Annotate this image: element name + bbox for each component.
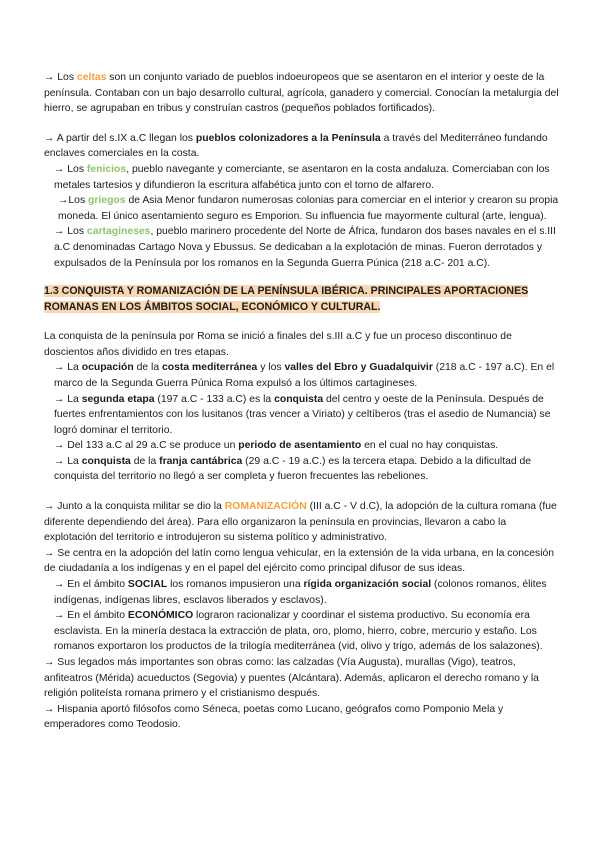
text-run: → Junto a la conquista militar se dio la xyxy=(44,501,225,513)
text-run: (29 a.C - 19 a.C.) es la tercera etapa. Debido a la dificultad de conquista del territorio no llegó a ser completa y fueron frecuentes las rebeliones. xyxy=(54,455,532,483)
text-run: de la xyxy=(130,455,160,467)
paragraph-social xyxy=(44,577,560,608)
text-run: → Los xyxy=(54,226,87,238)
paragraph-fenicios xyxy=(44,162,560,193)
text-run: a través del Mediterráneo fundando enclaves comerciales en la costa. xyxy=(44,132,548,160)
document-body xyxy=(44,70,560,733)
paragraph-segunda-etapa xyxy=(44,392,560,439)
text-run: (III a.C - V d.C), la adopción de la cultura romana (fue diferente dependiendo del área). Para ello organizaron la península en provincias, llevaron a cabo la explotación del territorio e introdujeron su sistema político y administrativo. xyxy=(44,501,557,544)
paragraph-conquista-intro: La conquista de la península por Roma se inició a finales del s.III a.C y fue un proceso discontinuo de doscientos años dividido en tres etapas. xyxy=(44,331,512,358)
bold-run: ECONÓMICO xyxy=(127,610,194,622)
bold-run: rígida organización social xyxy=(303,579,432,591)
text-run: → La xyxy=(54,455,82,467)
text-run: y los xyxy=(257,362,285,374)
text-run: →Los xyxy=(58,195,89,207)
paragraph-hispania: → Hispania aportó filósofos como Séneca, poetas como Lucano, geógrafos como Pomponio Mela y emperadores como Teodosio. xyxy=(44,703,504,731)
text-run: los romanos impusieron una xyxy=(167,579,304,591)
bold-run: costa mediterránea xyxy=(162,362,258,374)
text-run: → Del 133 a.C al 29 a.C se produce un xyxy=(54,440,239,452)
text-run: → A partir del s.IX a.C llegan los xyxy=(44,132,196,144)
text-run: , pueblo navegante y comerciante, se asentaron en la costa andaluza. Comerciaban con los metales tartesios y difundieron la escritura alfabética junto con el torno de alfarero. xyxy=(54,163,550,191)
paragraph-romanizacion xyxy=(44,499,560,546)
bold-run: periodo de asentamiento xyxy=(238,440,362,452)
paragraph-economico xyxy=(44,608,560,655)
text-run: , pueblo marinero procedente del Norte de África, fundaron dos bases navales en el s.III a.C denominadas Cartago Nova y Ebussus. Se dedicaban a la explotación de minas. Fueron derrotados y expulsados de la Península por los romanos en la Segunda Guerra Púnica (218 a.C- 201 a.C). xyxy=(54,226,556,269)
text-run: (colonos romanos, élites indígenas, indígenas libres, esclavos liberados y esclavos). xyxy=(54,579,547,606)
text-run: (197 a.C - 133 a.C) es la xyxy=(154,393,275,405)
paragraph-cantabrica xyxy=(44,454,560,485)
text-run: son un conjunto variado de pueblos indoeuropeos que se asentaron en el interior y oeste de la península. Contaban con un bajo desarrollo cultural, agrícola, ganadero y comercial. Conocían la metalurgia del hierro, se agrupaban en tribus y construían castros (pequeños poblados fortificados). xyxy=(44,72,559,115)
text-run: de Asia Menor fundaron numerosas colonias para comerciar en el interior y crearon su propia moneda. El único asentamiento seguro es Emporion. Su influencia fue mayormente cultural (arte, lengua). xyxy=(58,195,559,222)
term-romanizacion: ROMANIZACIÓN xyxy=(224,501,307,513)
term-griegos: griegos xyxy=(88,195,126,207)
bold-run: segunda etapa xyxy=(81,393,155,405)
term-cartagineses: cartagineses xyxy=(86,226,151,238)
bold-run: SOCIAL xyxy=(127,579,168,591)
section-heading-text: 1.3 CONQUISTA Y ROMANIZACIÓN DE LA PENÍNSULA IBÉRICA. PRINCIPALES APORTACIONES ROMANAS EN LOS ÁMBITOS SOCIAL, ECONÓMICO Y CULTURAL. xyxy=(44,285,529,314)
paragraph-celtas xyxy=(44,70,560,117)
text-run: del centro y oeste de la Península. Después de fuertes enfrentamientos con los lusitanos (tras vencer a Viriato) y celtíberos (tras el asedio de Numancia) se logró dominar el territorio. xyxy=(54,393,551,436)
paragraph-asentamiento xyxy=(44,438,560,454)
text-run: → La xyxy=(54,362,82,374)
term-celtas: celtas xyxy=(76,72,107,83)
paragraph-griegos xyxy=(44,193,560,224)
paragraph-colonizadores xyxy=(44,131,560,162)
text-run: → Los xyxy=(44,72,77,83)
bold-run: pueblos colonizadores a la Península xyxy=(195,132,381,144)
text-run: (218 a.C - 197 a.C). En el marco de la Segunda Guerra Púnica Roma expulsó a los últimos cartagineses. xyxy=(54,362,555,389)
text-run: en el cual no hay conquistas. xyxy=(361,440,499,452)
paragraph-latin: → Se centra en la adopción del latín como lengua vehicular, en la extensión de la vida urbana, en la concesión de ciudadanía a los indígenas y en el papel del ejército como principal difusor de sus ideas. xyxy=(44,547,555,575)
text-run: lograron racionalizar y coordinar el sistema productivo. Su economía era esclavista. En la minería destaca la extracción de plata, oro, plomo, hierro, cobre, mercurio y estaño. Los romanos exportaron los productos de la trilogía mediterránea (vid, olivo y trigo, además de los salazones). xyxy=(54,610,543,653)
paragraph-legados: → Sus legados más importantes son obras como: las calzadas (Vía Augusta), murallas (Vigo), teatros, anfiteatros (Mérida) acueductos (Segovia) y puentes (Alcántara). Además, aplicaron el derecho romano y la religión politeísta romana primero y el cristianismo después. xyxy=(44,657,539,700)
term-fenicios: fenicios xyxy=(86,163,127,175)
paragraph-ocupacion xyxy=(44,360,560,391)
text-run: de la xyxy=(133,362,163,374)
text-run: → En el ámbito xyxy=(54,610,128,622)
section-heading xyxy=(44,283,560,315)
bold-run: ocupación xyxy=(81,362,134,374)
paragraph-cartagineses xyxy=(44,224,560,271)
bold-run: conquista xyxy=(81,455,131,467)
text-run: → La xyxy=(54,393,82,405)
bold-run: conquista xyxy=(274,393,324,405)
bold-run: valles del Ebro y Guadalquivir xyxy=(284,362,433,374)
text-run: → En el ámbito xyxy=(54,579,128,591)
bold-run: franja cantábrica xyxy=(159,455,243,467)
text-run: → Los xyxy=(54,163,87,175)
